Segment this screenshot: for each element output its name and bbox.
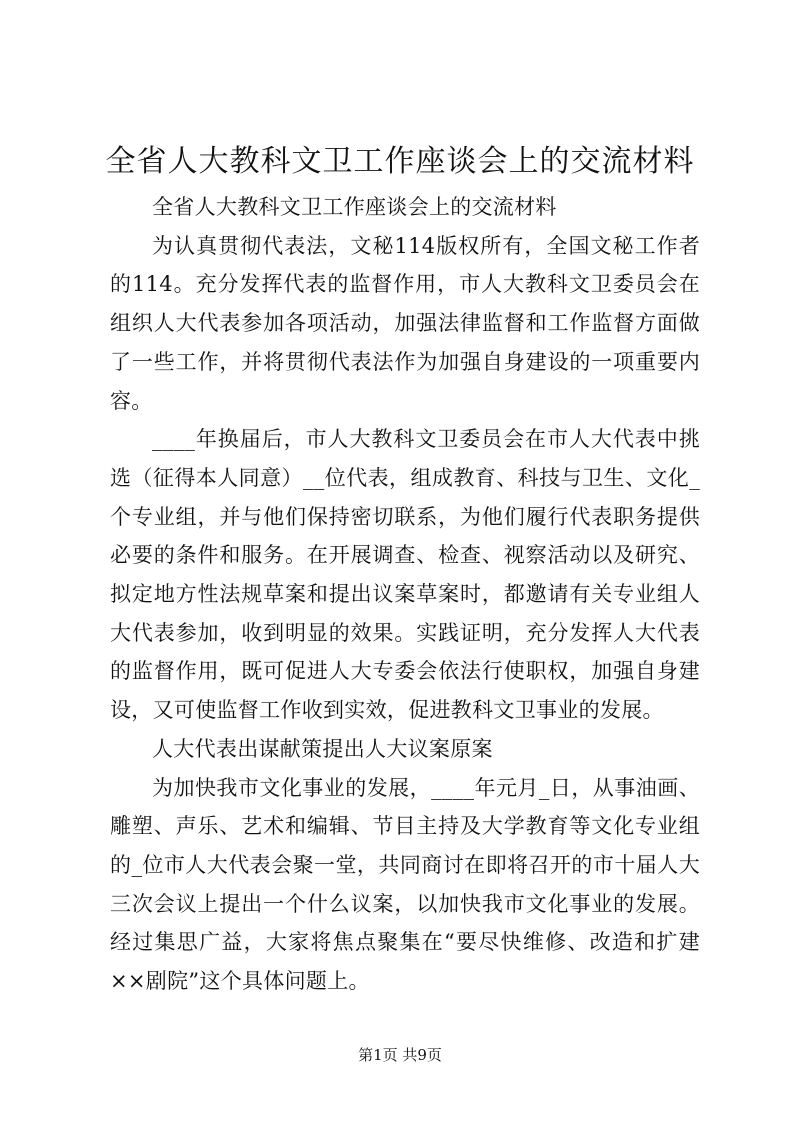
paragraph-section-heading: 人大代表出谋献策提出人大议案原案	[152, 736, 493, 761]
paragraph-professional-groups: ____年换届后，市人大教科文卫委员会在市人大代表中挑选（征得本人同意）__位代表，组成教育、科技与卫生、文化_个专业组，并与他们保持密切联系，为他们履行代表职务提供必要的条件和服务。在开展调查、检查、视察活动以及研究、拟定地方性法规草案和提出议案草案时，都邀请有关专业组人大代表参加，收到明显的效果。实践证明，充分发挥人大代表的监督作用，既可促进人大专委会依法行使职权，加强自身建设，又可使监督工作收到实效，促进教科文卫事业的发展。	[110, 427, 700, 723]
document-body	[110, 188, 700, 1001]
document-title: 全省人大教科文卫工作座谈会上的交流材料	[105, 144, 695, 179]
paragraph-intro: 为认真贯彻代表法，文秘114版权所有，全国文秘工作者的114。充分发挥代表的监督作用，市人大教科文卫委员会在组织人大代表参加各项活动，加强法律监督和工作监督方面做了一些工作，并将贯彻代表法作为加强自身建设的一项重要内容。	[110, 233, 700, 413]
paragraph-subtitle: 全省人大教科文卫工作座谈会上的交流材料	[152, 195, 557, 219]
paragraph-culture-proposal: 为加快我市文化事业的发展，____年元月_日，从事油画、雕塑、声乐、艺术和编辑、节目主持及大学教育等文化专业组的_位市人大代表会聚一堂，共同商讨在即将召开的市十届人大三次会议上提出一个什么议案，以加快我市文化事业的发展。经过集思广益，大家将焦点聚集在“要尽快维修、改造和扩建××剧院”这个具体问题上。	[110, 775, 700, 994]
page-number-footer: 第1页 共9页	[358, 1046, 442, 1064]
